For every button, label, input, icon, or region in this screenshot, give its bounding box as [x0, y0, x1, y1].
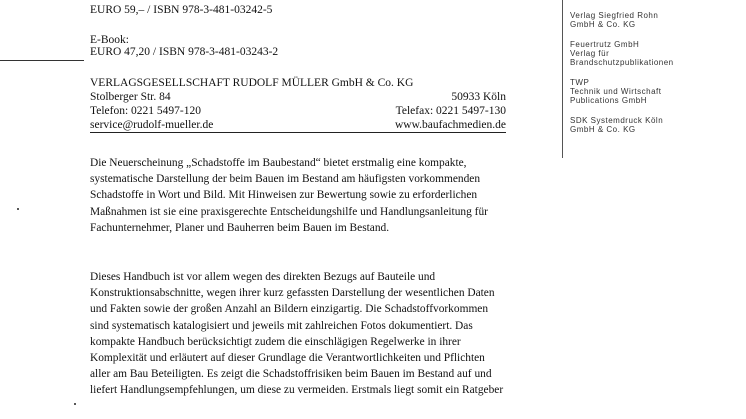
paragraph-line: Maßnahmen ist sie eine praxisgerechte Entscheidungshilfe und Handlungsanleitung für — [90, 205, 488, 218]
paragraph-line: und Fakten sowie der großen Anzahl an Bildern einzigartig. Die Schadstoffvorkommen — [90, 303, 489, 316]
margin-rule — [0, 60, 84, 61]
paragraph-line: liefert Handlungsempfehlungen, um diese zu vermeiden. Erstmals liegt somit ein Ratgeber — [90, 384, 504, 397]
publisher-phone: Telefon: 0221 5497-120 — [90, 105, 201, 117]
publisher-fax: Telefax: 0221 5497-130 — [395, 105, 506, 117]
publisher-website-link[interactable]: www.baufachmedien.de — [394, 119, 506, 131]
affiliate-line: GmbH & Co. KG — [570, 20, 636, 29]
publisher-address-row — [90, 90, 506, 104]
ebook-price-isbn: EURO 47,20 / ISBN 978-3-481-03243-2 — [90, 46, 279, 58]
publisher-name: VERLAGSGESELLSCHAFT RUDOLF MÜLLER GmbH & Co. KG — [90, 77, 414, 89]
paragraph-line: Komplexität und erläutert auf dieser Grundlage die Verantwortlichkeiten und Pflichten — [90, 352, 485, 365]
paragraph-line: sind systematisch katalogisiert und jeweils mit zahlreichen Fotos dokumentiert. Das — [90, 319, 473, 332]
affiliate-line: Verlag Siegfried Rohn — [570, 11, 659, 20]
print-price-isbn: EURO 59,– / ISBN 978-3-481-03242-5 — [90, 4, 273, 16]
publisher-web-row — [90, 118, 506, 133]
ebook-label: E-Book: — [90, 34, 129, 46]
margin-dot — [74, 403, 76, 405]
paragraph-line: systematische Darstellung der beim Bauen im Bestand am häufigsten vorkommenden — [90, 173, 481, 186]
publisher-contact-row — [90, 104, 506, 118]
description-paragraph-1 — [90, 155, 488, 236]
margin-dot — [17, 208, 19, 210]
affiliate-line: SDK Systemdruck Köln — [570, 116, 664, 125]
paragraph-line: Schadstoffe in Wort und Bild. Mit Hinweisen zur Bewertung sowie zu erforderlichen — [90, 189, 478, 202]
affiliate-line: Brandschutzpublikationen — [570, 58, 674, 67]
publisher-block — [90, 76, 506, 133]
publisher-email-link[interactable]: service@rudolf-mueller.de — [90, 119, 214, 131]
paragraph-line: kompakte Handbuch berücksichtigt zudem die einschlägigen Regelwerke in ihrer — [90, 335, 461, 348]
affiliate-line: TWP — [570, 78, 590, 87]
description-paragraph-2 — [90, 269, 503, 399]
affiliate-line: Publications GmbH — [570, 96, 647, 105]
affiliate-line: Feuertrutz GmbH — [570, 40, 640, 49]
paragraph-line: aller am Bau Beteiligten. Es zeigt die Schadstoffrisiken beim Bauen im Bestand auf und — [90, 368, 492, 381]
sidebar-rule — [562, 0, 563, 158]
sidebar-affiliates — [570, 11, 674, 134]
publisher-street: Stolberger Str. 84 — [90, 91, 171, 103]
paragraph-line: Dieses Handbuch ist vor allem wegen des direkten Bezugs auf Bauteile und — [90, 271, 436, 283]
paragraph-line: Konstruktionsabschnitte, wegen ihrer kurz gefassten Darstellung der wesentlichen Daten — [90, 287, 495, 300]
paragraph-line: Fachunternehmer, Planer und Bauherren beim Bauen im Bestand. — [90, 221, 390, 234]
paragraph-line: Die Neuerscheinung „Schadstoffe im Baubestand“ bietet erstmalig eine kompakte, — [90, 157, 467, 169]
affiliate-line: Technik und Wirtschaft — [570, 87, 662, 96]
affiliate-line: GmbH & Co. KG — [570, 125, 636, 134]
affiliate-line: Verlag für — [570, 49, 610, 58]
publisher-city: 50933 Köln — [451, 91, 506, 103]
